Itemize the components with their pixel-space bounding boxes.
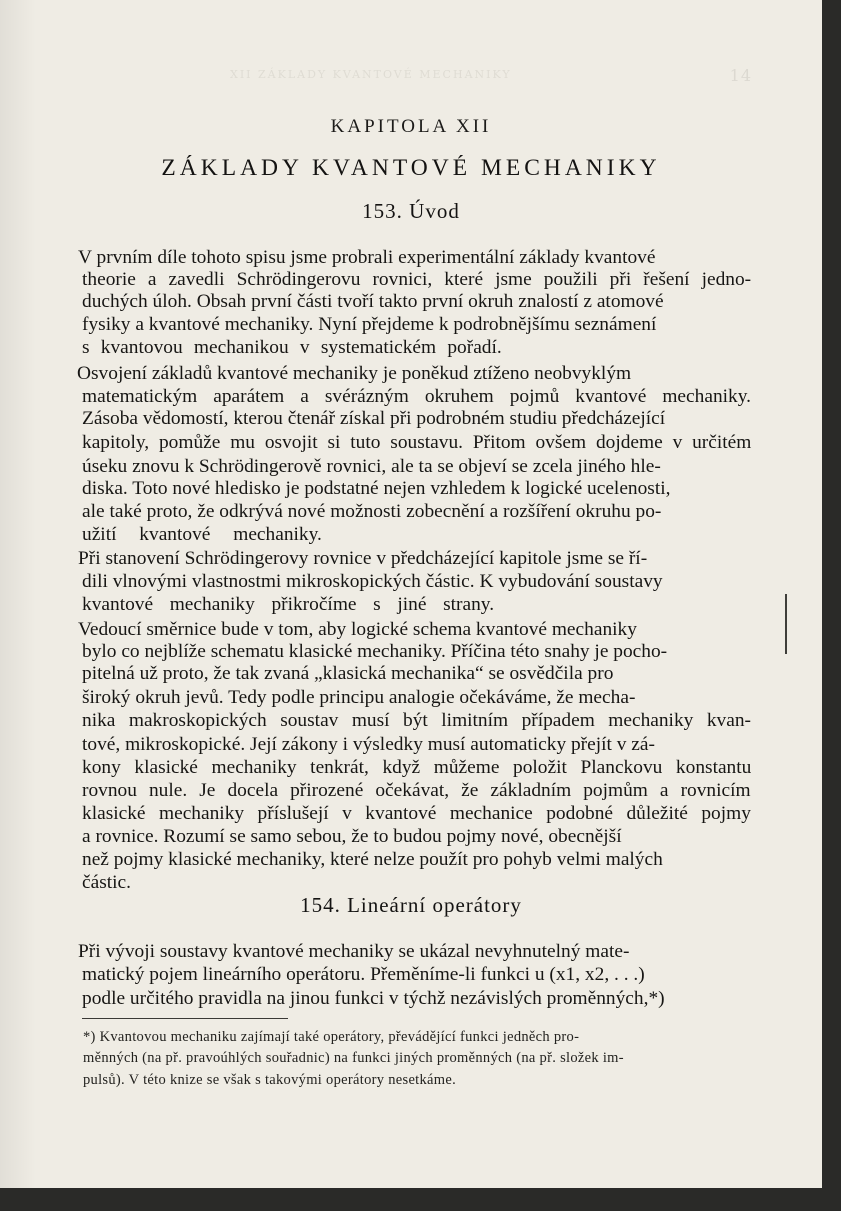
margin-mark	[785, 594, 787, 654]
text-line: klasické mechaniky příslušejí v kvantové mechanice podobné důležité pojmy	[82, 803, 751, 824]
section-heading: 153. Úvod	[362, 199, 460, 223]
text-line: podle určitého pravidla na jinou funkci v týchž nezávislých proměnných,*)	[82, 988, 665, 1009]
text-line: s kvantovou mechanikou v systematickém pořadí.	[82, 337, 502, 358]
text-line: široký okruh jevů. Tedy podle principu analogie očekáváme, že mecha-	[82, 687, 636, 708]
text-line: než pojmy klasické mechaniky, které nelze použít pro pohyb velmi malých	[82, 849, 663, 870]
footnote-line: měnných (na př. pravoúhlých souřadnic) na funkci jiných proměnných (na př. složek im-	[83, 1050, 624, 1066]
text-line: matický pojem lineárního operátoru. Přeměníme-li funkci u (x1, x2, . . .)	[82, 964, 645, 985]
bleed-running-head: XII ZÁKLADY KVANTOVÉ MECHANIKY	[230, 68, 512, 81]
section-heading: 154. Lineární operátory	[300, 893, 522, 917]
text-line: ale také proto, že odkrývá nové možnosti zobecnění a rozšíření okruhu po-	[82, 501, 662, 522]
text-line: fysiky a kvantové mechaniky. Nyní přejdeme k podrobnějšímu seznámení	[82, 314, 657, 335]
text-line: duchých úloh. Obsah první části tvoří takto první okruh znalostí z atomové	[82, 291, 664, 312]
text-line: Při stanovení Schrödingerovy rovnice v předcházející kapitole jsme se ří-	[78, 548, 648, 569]
text-line: rovnou nule. Je docela přirozené očekávat, že základním pojmům a rovnicím	[82, 780, 751, 801]
text-line: částic.	[82, 872, 131, 893]
text-line: V prvním díle tohoto spisu jsme probrali experimentální základy kvantové	[78, 247, 656, 268]
text-line: Při vývoji soustavy kvantové mechaniky se ukázal nevyhnutelný mate-	[78, 941, 630, 962]
text-line: nika makroskopických soustav musí být limitním případem mechaniky kvan-	[82, 710, 751, 731]
text-line: užití kvantové mechaniky.	[82, 524, 322, 545]
text-line: kapitoly, pomůže mu osvojit si tuto soustavu. Přitom ovšem dojdeme v určitém	[82, 432, 752, 453]
text-line: dili vlnovými vlastnostmi mikroskopických částic. K vybudování soustavy	[82, 571, 663, 592]
text-line: tové, mikroskopické. Její zákony i výsledky musí automaticky přejít v zá-	[82, 734, 655, 755]
text-line: pitelná už proto, že tak zvaná „klasická mechanika“ se osvědčila pro	[82, 663, 614, 684]
text-line: Osvojení základů kvantové mechaniky je poněkud ztíženo neobvyklým	[77, 363, 632, 384]
footnote-line: pulsů). V této knize se však s takovými operátory nesetkáme.	[83, 1072, 457, 1088]
footnote-line: *) Kvantovou mechaniku zajímají také operátory, převádějící funkci jedněch pro-	[83, 1029, 580, 1045]
text-line: bylo co nejblíže schematu klasické mechaniky. Příčina této snahy je pocho-	[82, 641, 668, 662]
text-line: a rovnice. Rozumí se samo sebou, že to budou pojmy nové, obecnější	[82, 826, 622, 847]
chapter-label: KAPITOLA XII	[330, 116, 492, 137]
bleed-page-number: 14	[729, 66, 752, 85]
chapter-title: ZÁKLADY KVANTOVÉ MECHANIKY	[161, 155, 661, 181]
text-line: Vedoucí směrnice bude v tom, aby logické schema kvantové mechaniky	[78, 619, 637, 640]
text-line: úseku znovu k Schrödingerově rovnici, ale ta se objeví se zcela jiného hle-	[82, 456, 661, 477]
text-line: matematickým aparátem a svérázným okruhem pojmů kvantové mechaniky.	[82, 386, 752, 407]
text-line: diska. Toto nové hledisko je podstatné nejen vzhledem k logické ucelenosti,	[82, 478, 671, 499]
text-line: kvantové mechaniky přikročíme s jiné strany.	[82, 594, 495, 615]
text-line: theorie a zavedli Schrödingerovu rovnici, které jsme použili při řešení jedno-	[82, 269, 752, 290]
text-line: kony klasické mechaniky tenkrát, když můžeme položit Planckovu konstantu	[82, 757, 752, 778]
text-line: Zásoba vědomostí, kterou čtenář získal při podrobném studiu předcházející	[82, 408, 666, 429]
footnote-rule	[82, 1018, 288, 1019]
